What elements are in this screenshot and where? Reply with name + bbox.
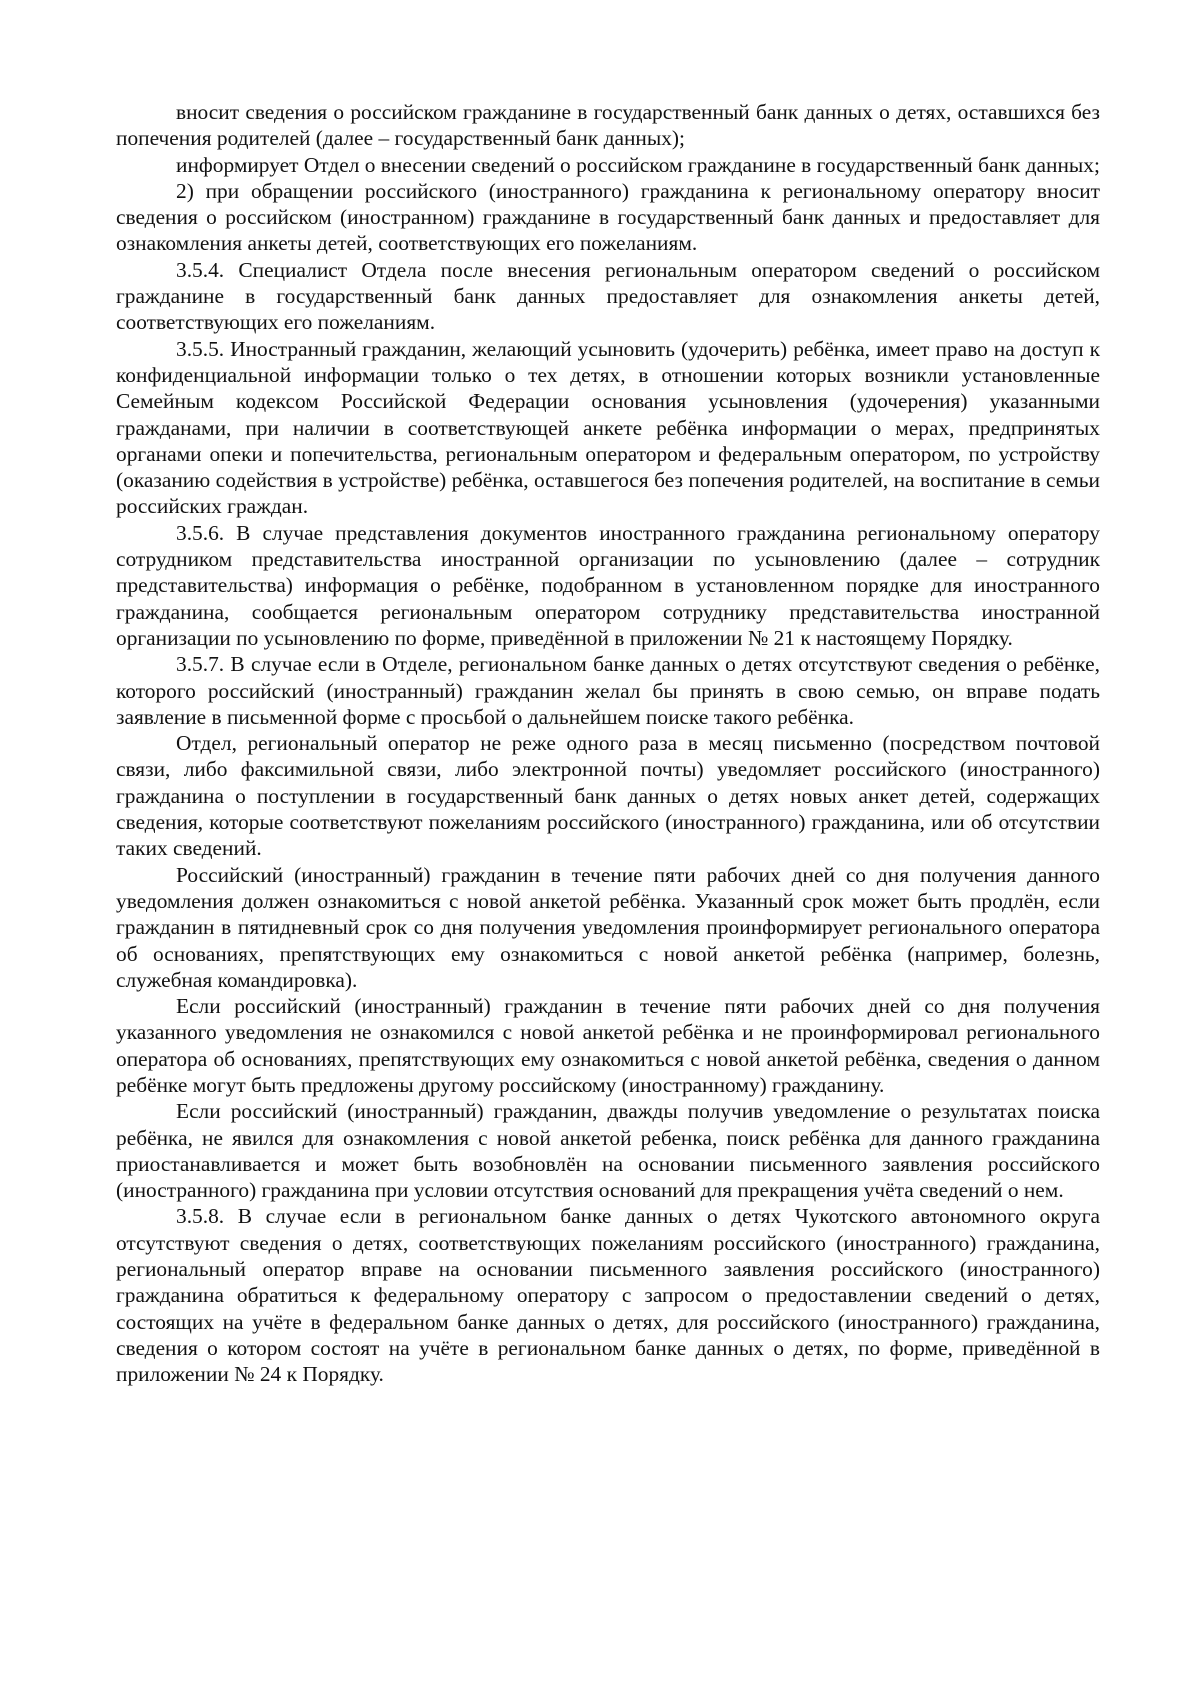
paragraph-monthly-notice: Отдел, региональный оператор не реже одного раза в месяц письменно (посредством почтовой связи, либо факсимильной связи, либо электронной почты) уведомляет российского (иностранного) гражданина о поступлении в государственный банк данных о детях новых анкет детей, содержащих сведения, которые соответствуют пожеланиям российского (иностранного) гражданина, или об отсутствии таких сведений. [116, 731, 1100, 861]
paragraph-3-5-6: 3.5.6. В случае представления документов иностранного гражданина региональному оператору сотрудником представительства иностранной организации по усыновлению (далее – сотрудник представительства) информация о ребёнке, подобранном в установленном порядке для иностранного гражданина, сообщается региональным оператором сотруднику представительства иностранной организации по усыновлению по форме, приведённой в приложении № 21 к настоящему Порядку. [116, 520, 1100, 650]
paragraph-3-5-4: 3.5.4. Специалист Отдела после внесения региональным оператором сведений о российском гражданине в государственный банк данных предоставляет для ознакомления анкеты детей, соответствующих его пожеланиям. [116, 257, 1100, 335]
paragraph-inform-department: информирует Отдел о внесении сведений о российском гражданине в государственный банк данных; [176, 152, 1100, 177]
paragraph-not-reviewed: Если российский (иностранный) гражданин в течение пяти рабочих дней со дня получения указанного уведомления не ознакомился с новой анкетой ребёнка и не проинформировал регионального оператора об основаниях, препятствующих ему ознакомиться с новой анкетой ребёнка, сведения о данном ребёнке могут быть предложены другому российскому (иностранному) гражданину. [116, 994, 1100, 1097]
document-page [116, 99, 1100, 1388]
paragraph-five-days: Российский (иностранный) гражданин в течение пяти рабочих дней со дня получения данного уведомления должен ознакомиться с новой анкетой ребёнка. Указанный срок может быть продлён, если гражданин в пятидневный срок со дня получения уведомления проинформирует регионального оператора об основаниях, препятствующих ему ознакомиться с новой анкетой ребёнка (например, болезнь, служебная командировка). [116, 862, 1100, 992]
paragraph-3-5-5: 3.5.5. Иностранный гражданин, желающий усыновить (удочерить) ребёнка, имеет право на доступ к конфиденциальной информации только о тех детях, в отношении которых возникли установленные Семейным кодексом Российской Федерации основания усыновления (удочерения) указанными гражданами, при наличии в соответствующей анкете ребёнка информации о мерах, предпринятых органами опеки и попечительства, региональным оператором и федеральным оператором, по устройству (оказанию содействия в устройстве) ребёнка, оставшегося без попечения родителей, на воспитание в семьи российских граждан. [116, 336, 1100, 519]
paragraph-bank-entry: вносит сведения о российском гражданине в государственный банк данных о детях, оставшихся без попечения родителей (далее – государственный банк данных); [116, 100, 1100, 151]
paragraph-3-5-7: 3.5.7. В случае если в Отделе, региональном банке данных о детях отсутствуют сведения о ребёнке, которого российский (иностранный) гражданин желал бы принять в свою семью, он вправе подать заявление в письменной форме с просьбой о дальнейшем поиске такого ребёнка. [116, 652, 1100, 729]
paragraph-item-2: 2) при обращении российского (иностранного) гражданина к региональному оператору вносит сведения о российском (иностранном) гражданине в государственный банк данных и предоставляет для ознакомления анкеты детей, соответствующих его пожеланиям. [116, 178, 1100, 256]
paragraph-search-suspended: Если российский (иностранный) гражданин, дважды получив уведомление о результатах поиска ребёнка, не явился для ознакомления с новой анкетой ребенка, поиск ребёнка для данного гражданина приостанавливается и может быть возобновлён на основании письменного заявления российского (иностранного) гражданина при условии отсутствия оснований для прекращения учёта сведений о нем. [116, 1099, 1100, 1203]
paragraph-3-5-8: 3.5.8. В случае если в региональном банке данных о детях Чукотского автономного округа отсутствуют сведения о детях, соответствующих пожеланиям российского (иностранного) гражданина, региональный оператор вправе на основании письменного заявления российского (иностранного) гражданина обратиться к федеральному оператору с запросом о предоставлении сведений о детях, состоящих на учёте в федеральном банке данных о детях, для российского (иностранного) гражданина, сведения о котором состоят на учёте в региональном банке данных о детях, по форме, приведённой в приложении № 24 к Порядку. [116, 1204, 1100, 1387]
